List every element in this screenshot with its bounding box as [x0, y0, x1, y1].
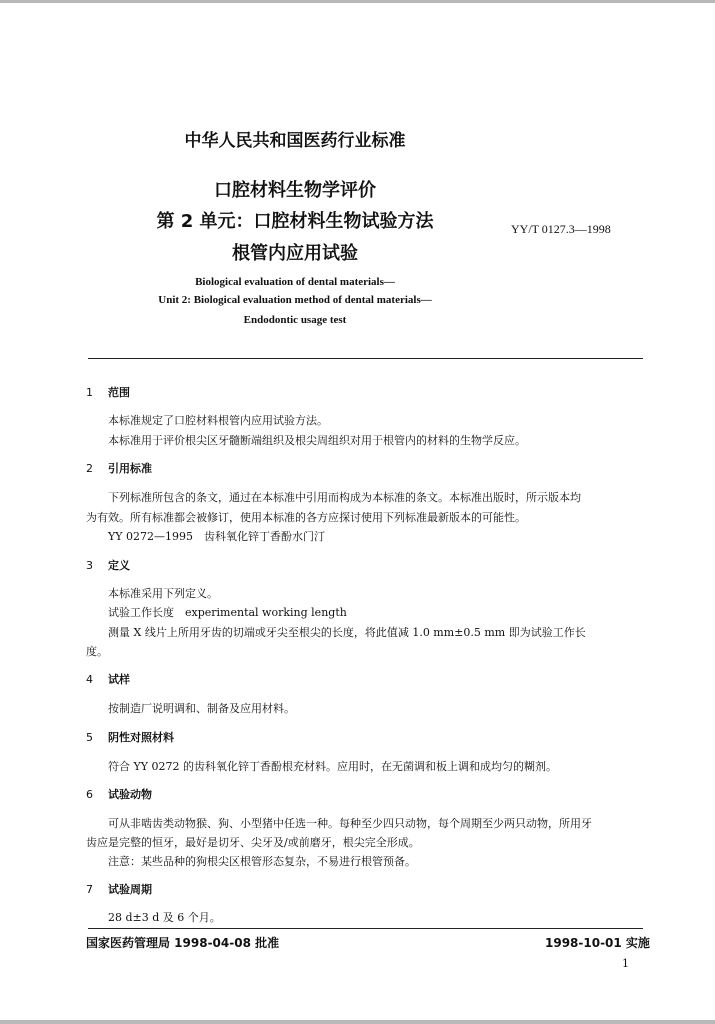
section-1-heading [86, 384, 130, 400]
approval-line: 国家医药管理局 1998-04-08 批准 [86, 936, 280, 950]
paragraph: 为有效。所有标准都会被修订，使用本标准的各方应探讨使用下列标准最新版本的可能性。 [86, 511, 526, 524]
section-number: 6 [86, 788, 93, 801]
section-5-heading [86, 729, 174, 745]
paragraph: 下列标准所包含的条文，通过在本标准中引用而构成为本标准的条文。本标准出版时，所示版本均 [108, 491, 581, 504]
paragraph: 本标准采用下列定义。 [108, 587, 218, 600]
english-title-line-1: Biological evaluation of dental materials— [195, 276, 395, 288]
section-number: 5 [86, 731, 93, 744]
section-2-heading [86, 460, 152, 476]
issuing-organization: 中华人民共和国医药行业标准 [184, 131, 406, 151]
section-7-heading [86, 881, 152, 897]
section-number: 7 [86, 883, 93, 896]
paragraph: 28 d±3 d 及 6 个月。 [108, 911, 221, 924]
scan-edge-bottom [0, 1020, 715, 1024]
scan-edge-top [0, 0, 715, 3]
note: 注意：某些品种的狗根尖区根管形态复杂，不易进行根管预备。 [108, 855, 416, 868]
title-line-1: 口腔材料生物学评价 [214, 180, 376, 201]
title-line-3: 根管内应用试验 [232, 243, 358, 264]
section-title: 范围 [108, 386, 130, 399]
section-number: 3 [86, 559, 93, 572]
paragraph: 可从非啮齿类动物猴、狗、小型猪中任选一种。每种至少四只动物，每个周期至少两只动物，所用牙 [108, 817, 592, 830]
english-title-line-2: Unit 2: Biological evaluation method of dental materials— [158, 294, 432, 306]
implementation-date: 1998-10-01 实施 [545, 936, 650, 950]
section-title: 定义 [108, 559, 130, 572]
referenced-standard: YY 0272—1995 齿科氧化锌丁香酚水门汀 [108, 530, 326, 543]
paragraph: 符合 YY 0272 的齿科氧化锌丁香酚根充材料。应用时，在无菌调和板上调和成均匀的糊剂。 [108, 760, 558, 773]
section-4-heading [86, 671, 130, 687]
section-number: 1 [86, 386, 93, 399]
section-6-heading [86, 786, 152, 802]
title-line-2: 第 2 单元：口腔材料生物试验方法 [156, 211, 434, 232]
section-title: 阴性对照材料 [108, 731, 174, 744]
page-number: 1 [622, 957, 629, 970]
footer-divider [88, 928, 643, 929]
paragraph: 测量 X 线片上所用牙齿的切端或牙尖至根尖的长度，将此值减 1.0 mm±0.5 mm 即为试验工作长 [108, 626, 586, 639]
section-title: 试验动物 [108, 788, 152, 801]
section-title: 试验周期 [108, 883, 152, 896]
paragraph: 本标准规定了口腔材料根管内应用试验方法。 [108, 414, 328, 427]
paragraph: 度。 [86, 645, 108, 658]
section-title: 试样 [108, 673, 130, 686]
section-number: 4 [86, 673, 93, 686]
section-number: 2 [86, 462, 93, 475]
english-title-line-3: Endodontic usage test [243, 314, 347, 326]
section-3-heading [86, 557, 130, 573]
paragraph: 本标准用于评价根尖区牙髓断端组织及根尖周组织对用于根管内的材料的生物学反应。 [108, 434, 526, 447]
section-title: 引用标准 [108, 462, 152, 475]
standard-code: YY/T 0127.3—1998 [511, 222, 611, 236]
paragraph: 按制造厂说明调和、制备及应用材料。 [108, 702, 295, 715]
definition-term: 试验工作长度 experimental working length [108, 606, 347, 619]
header-divider [88, 358, 643, 359]
paragraph: 齿应是完整的恒牙，最好是切牙、尖牙及/或前磨牙，根尖完全形成。 [86, 836, 420, 849]
